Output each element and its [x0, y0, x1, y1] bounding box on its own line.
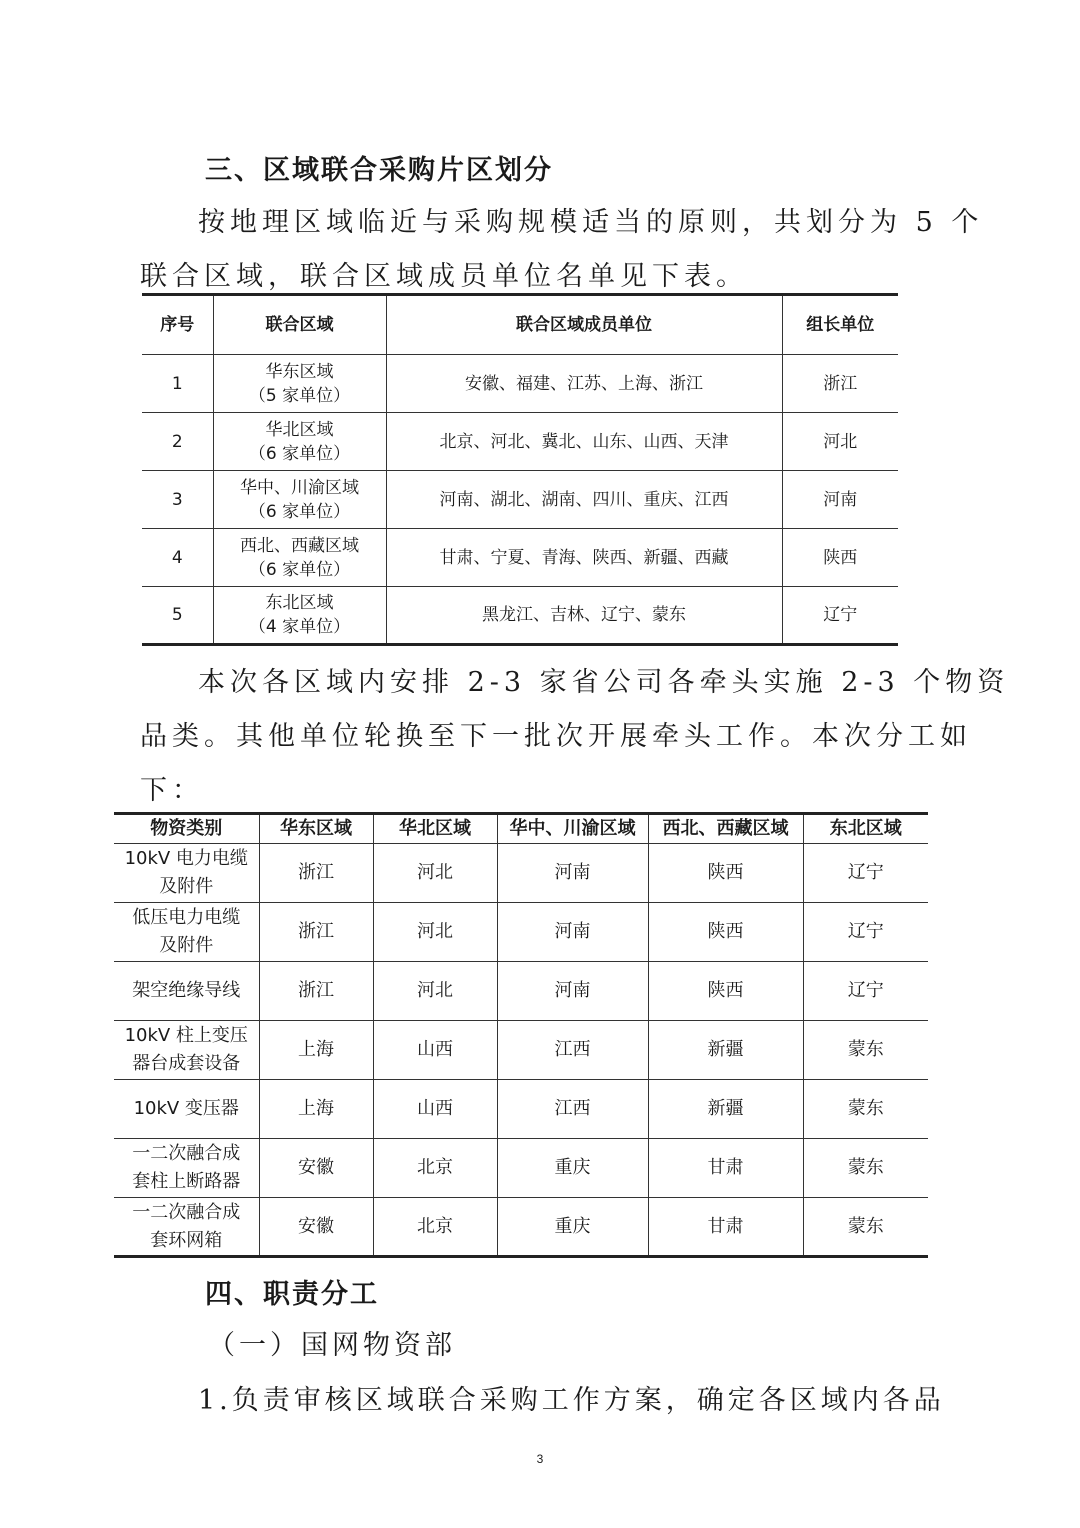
- paragraph-line: 联合区域，联合区域成员单位名单见下表。: [140, 261, 748, 292]
- northwest-cell: 陕西: [648, 903, 803, 962]
- category-line: 低压电力电缆: [132, 907, 241, 928]
- column-header: 华东区域: [259, 814, 373, 844]
- column-header: 华中、川渝区域: [497, 814, 648, 844]
- northeast-cell: 蒙东: [803, 1198, 928, 1257]
- table-header-row: [114, 814, 928, 844]
- northeast-cell: 蒙东: [803, 1139, 928, 1198]
- leader-cell: 河南: [782, 471, 898, 529]
- northeast-cell: 蒙东: [803, 1021, 928, 1080]
- central-cell: 河南: [497, 844, 648, 903]
- category-cell: [114, 903, 259, 962]
- east-cell: 上海: [259, 1080, 373, 1139]
- northwest-cell: 新疆: [648, 1021, 803, 1080]
- central-cell: 河南: [497, 903, 648, 962]
- row-number: 4: [142, 529, 213, 587]
- central-cell: 江西: [497, 1021, 648, 1080]
- category-cell: [114, 844, 259, 903]
- paragraph-line: 按地理区域临近与采购规模适当的原则，共划分为 5 个: [198, 207, 984, 238]
- members-cell: 安徽、福建、江苏、上海、浙江: [386, 355, 782, 413]
- north-cell: 山西: [373, 1080, 497, 1139]
- category-line: 套环网箱: [150, 1229, 223, 1251]
- central-cell: 重庆: [497, 1139, 648, 1198]
- north-cell: 河北: [373, 844, 497, 903]
- row-number: 3: [142, 471, 213, 529]
- table-row: [114, 844, 928, 903]
- region-cell: [213, 355, 386, 413]
- page-number: 3: [536, 1452, 544, 1466]
- region-name: 东北区域: [265, 593, 334, 613]
- region-division-table: [142, 293, 898, 646]
- northwest-cell: 甘肃: [648, 1139, 803, 1198]
- table-row: [142, 413, 898, 471]
- category-cell: [114, 1080, 259, 1139]
- category-line: 及附件: [159, 876, 214, 897]
- northwest-cell: 陕西: [648, 962, 803, 1021]
- leader-cell: 河北: [782, 413, 898, 471]
- north-cell: 山西: [373, 1021, 497, 1080]
- east-cell: 浙江: [259, 903, 373, 962]
- central-cell: 重庆: [497, 1198, 648, 1257]
- north-cell: 北京: [373, 1198, 497, 1257]
- leader-cell: 陕西: [782, 529, 898, 587]
- northeast-cell: 蒙东: [803, 1080, 928, 1139]
- table-row: [114, 1021, 928, 1080]
- assignment-paragraph: [140, 656, 1010, 818]
- members-cell: 甘肃、宁夏、青海、陕西、新疆、西藏: [386, 529, 782, 587]
- row-number: 2: [142, 413, 213, 471]
- category-line: 10kV 电力电缆: [124, 848, 248, 869]
- leader-cell: 辽宁: [782, 587, 898, 645]
- category-line: 器台成套设备: [132, 1053, 241, 1074]
- north-cell: 北京: [373, 1139, 497, 1198]
- region-count: （6 家单位）: [248, 501, 351, 522]
- column-header: 华北区域: [373, 814, 497, 844]
- region-cell: [213, 587, 386, 645]
- table-row: [114, 1080, 928, 1139]
- table-row: [142, 587, 898, 645]
- central-cell: 江西: [497, 1080, 648, 1139]
- column-header: 组长单位: [782, 295, 898, 355]
- table-row: [114, 1198, 928, 1257]
- subsection-heading: （一）国网物资部: [208, 1330, 456, 1361]
- section-3-paragraph: [140, 196, 984, 304]
- members-cell: 北京、河北、冀北、山东、山西、天津: [386, 413, 782, 471]
- east-cell: 浙江: [259, 962, 373, 1021]
- category-line: 及附件: [159, 935, 214, 956]
- northeast-cell: 辽宁: [803, 903, 928, 962]
- table-row: [114, 962, 928, 1021]
- paragraph-line: 下：: [140, 775, 204, 806]
- table-row: [142, 529, 898, 587]
- east-cell: 安徽: [259, 1198, 373, 1257]
- region-count: （5 家单位）: [248, 385, 351, 406]
- northeast-cell: 辽宁: [803, 844, 928, 903]
- members-cell: 河南、湖北、湖南、四川、重庆、江西: [386, 471, 782, 529]
- material-assignment-table: [114, 812, 928, 1258]
- table-row: [142, 471, 898, 529]
- category-line: 架空绝缘导线: [132, 980, 241, 1001]
- east-cell: 上海: [259, 1021, 373, 1080]
- column-header: 序号: [142, 295, 213, 355]
- region-count: （6 家单位）: [248, 443, 351, 464]
- region-name: 华东区域: [265, 361, 334, 382]
- table-header-row: [142, 295, 898, 355]
- leader-cell: 浙江: [782, 355, 898, 413]
- category-line: 10kV 变压器: [133, 1098, 239, 1119]
- north-cell: 河北: [373, 962, 497, 1021]
- region-name: 西北、西藏区域: [240, 535, 359, 556]
- northwest-cell: 甘肃: [648, 1198, 803, 1257]
- section-3-heading: 三、区域联合采购片区划分: [205, 155, 553, 186]
- region-name: 华北区域: [265, 419, 334, 440]
- category-line: 套柱上断路器: [132, 1171, 241, 1192]
- table-row: [142, 355, 898, 413]
- category-cell: [114, 962, 259, 1021]
- row-number: 5: [142, 587, 213, 645]
- duty-item: 1.负责审核区域联合采购工作方案，确定各区域内各品: [198, 1385, 945, 1416]
- northwest-cell: 陕西: [648, 844, 803, 903]
- central-cell: 河南: [497, 962, 648, 1021]
- category-cell: [114, 1198, 259, 1257]
- region-name: 华中、川渝区域: [240, 477, 359, 498]
- northwest-cell: 新疆: [648, 1080, 803, 1139]
- region-cell: [213, 471, 386, 529]
- north-cell: 河北: [373, 903, 497, 962]
- column-header: 联合区域成员单位: [386, 295, 782, 355]
- category-cell: [114, 1139, 259, 1198]
- region-cell: [213, 529, 386, 587]
- table-row: [114, 1139, 928, 1198]
- column-header: 西北、西藏区域: [648, 814, 803, 844]
- column-header: 联合区域: [213, 295, 386, 355]
- region-cell: [213, 413, 386, 471]
- section-4-heading: 四、职责分工: [205, 1279, 379, 1310]
- category-line: 10kV 柱上变压: [124, 1025, 248, 1046]
- paragraph-line: 品类。其他单位轮换至下一批次开展牵头工作。本次分工如: [140, 721, 972, 752]
- category-line: 一二次融合成: [132, 1143, 241, 1164]
- column-header: 东北区域: [803, 814, 928, 844]
- northeast-cell: 辽宁: [803, 962, 928, 1021]
- row-number: 1: [142, 355, 213, 413]
- category-line: 一二次融合成: [132, 1201, 241, 1223]
- table-row: [114, 903, 928, 962]
- column-header: 物资类别: [114, 814, 259, 844]
- paragraph-line: 本次各区域内安排 2-3 家省公司各牵头实施 2-3 个物资: [198, 667, 1010, 698]
- category-cell: [114, 1021, 259, 1080]
- members-cell: 黑龙江、吉林、辽宁、蒙东: [386, 587, 782, 645]
- region-count: （6 家单位）: [248, 559, 351, 580]
- east-cell: 浙江: [259, 844, 373, 903]
- east-cell: 安徽: [259, 1139, 373, 1198]
- region-count: （4 家单位）: [248, 617, 351, 637]
